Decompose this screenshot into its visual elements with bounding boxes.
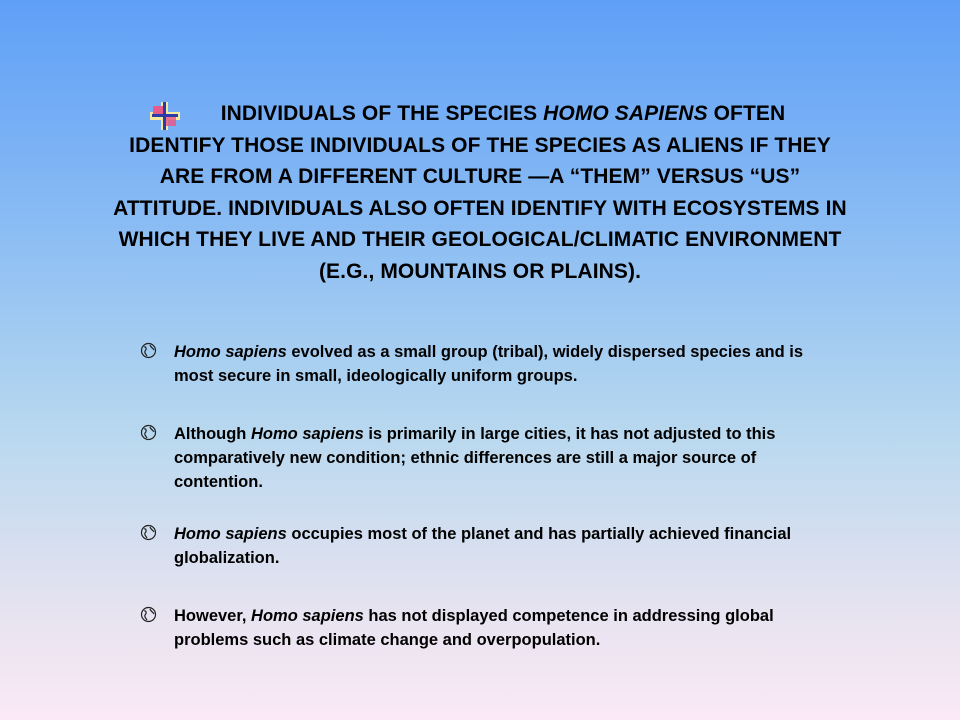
- bullet-text-post: has not displayed competence in addressing global problems such as climate change and overpopulation.: [174, 607, 774, 649]
- bullet-text-pre: However,: [174, 607, 252, 625]
- bullet-text: [174, 604, 834, 652]
- slide-title: [110, 98, 850, 287]
- bullet-text-italic: Homo sapiens: [251, 607, 364, 625]
- title-text-rest: IDENTIFY THOSE INDIVIDUALS OF THE SPECIES AS ALIENS IF THEY ARE FROM A DIFFERENT CULTURE —A “THEM” VERSUS “US” ATTITUDE. INDIVIDUALS ALSO OFTEN IDENTIFY WITH ECOSYSTEMS IN WHICH THEY LIVE AND THEIR GEOLOGICAL/CLIMATIC ENVIRONMENT (E.G., MOUNTAINS OR PLAINS).: [113, 133, 847, 283]
- bullet-text-pre: Although: [174, 425, 251, 443]
- bullet-text-post: evolved as a small group (tribal), widely dispersed species and is most secure in small, ideologically uniform groups.: [174, 343, 804, 385]
- bullet-text: [174, 340, 834, 388]
- bullet-text-italic: Homo sapiens: [174, 343, 287, 361]
- title-text-italic: HOMO SAPIENS: [543, 102, 708, 125]
- globe-icon: [140, 342, 157, 359]
- bullet-text: [174, 422, 834, 494]
- bullet-text-post: occupies most of the planet and has partially achieved financial globalization.: [174, 525, 792, 567]
- globe-icon: [140, 606, 157, 623]
- bullet-text-italic: Homo sapiens: [250, 425, 364, 443]
- bullet-text: [174, 522, 834, 570]
- bullet-text-post: is primarily in large cities, it has not adjusted to this comparatively new condition; ethnic differences are still a major source of contention.: [174, 425, 776, 491]
- title-line-1: [110, 98, 850, 130]
- globe-icon: [140, 424, 157, 441]
- title-text-post: OFTEN: [707, 102, 786, 125]
- globe-icon: [140, 524, 157, 541]
- title-text-pre: INDIVIDUALS OF THE SPECIES: [220, 102, 544, 125]
- bullet-text-italic: Homo sapiens: [174, 525, 287, 543]
